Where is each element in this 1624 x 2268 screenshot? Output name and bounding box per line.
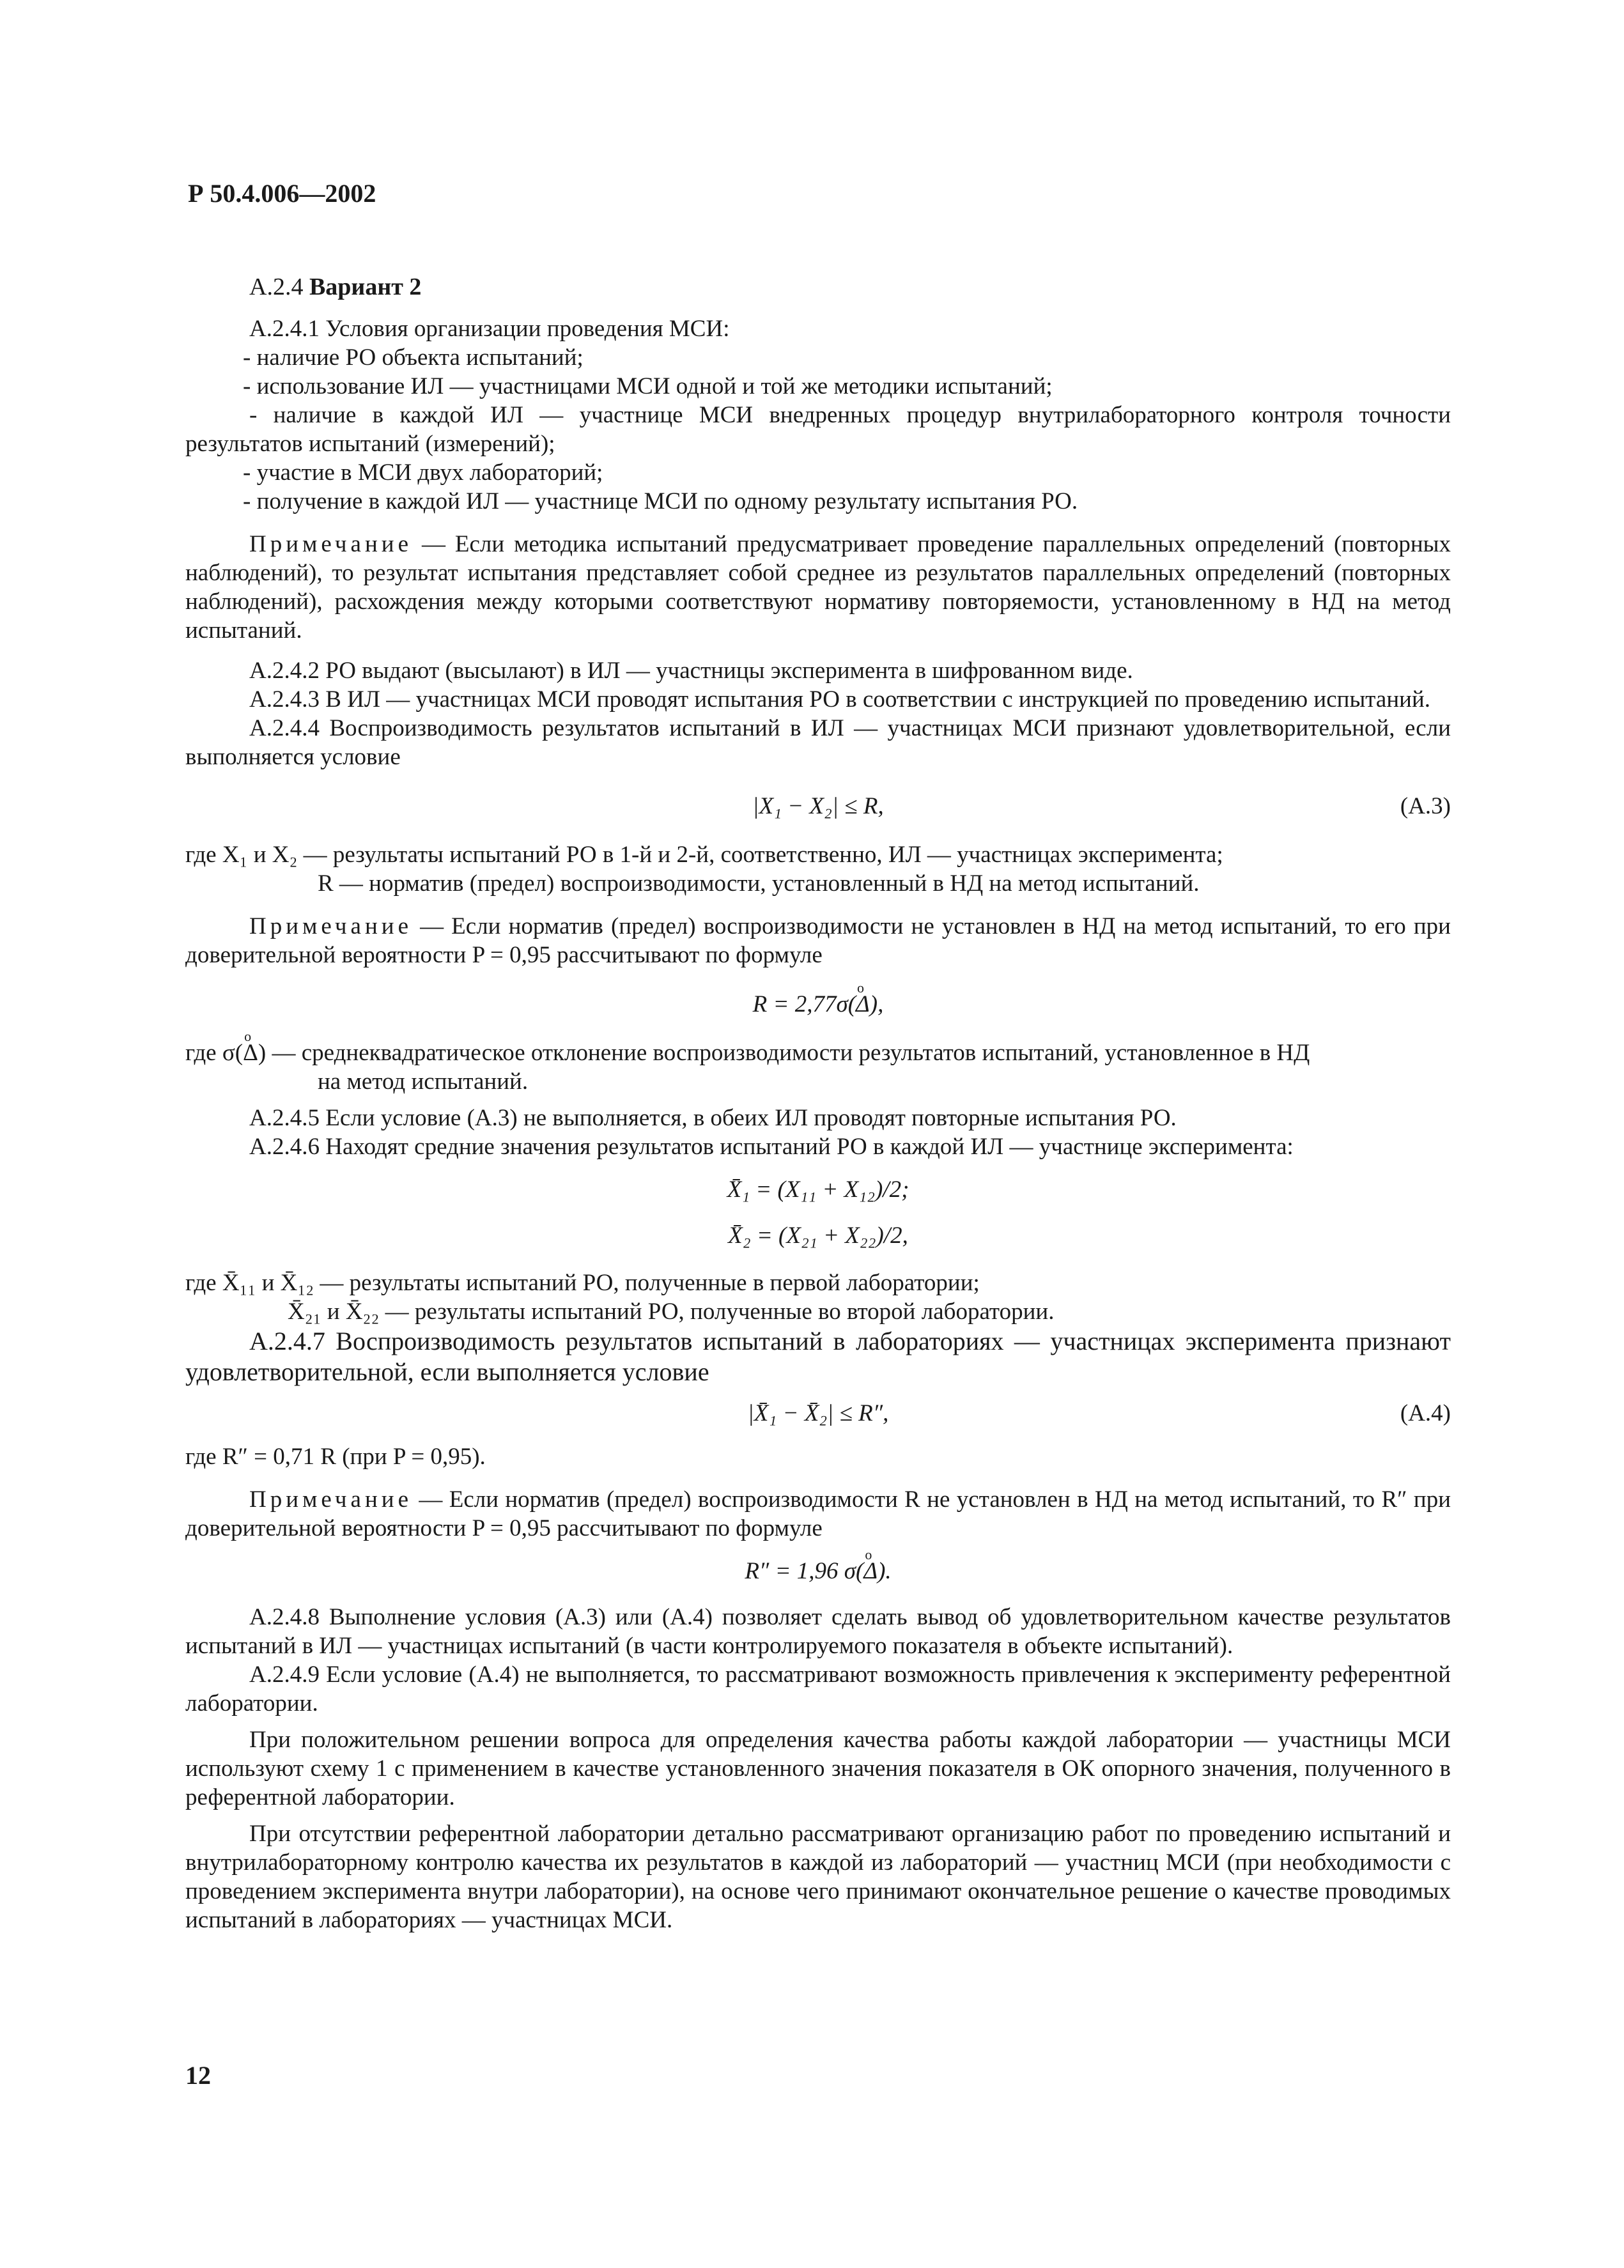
formula-a3-expression: |X₁ − X₂| ≤ R,: [752, 793, 884, 819]
delta-ring: o Δ: [856, 990, 870, 1019]
section-number: А.2.4: [249, 274, 304, 300]
condition-item: - использование ИЛ — участницами МСИ одной и той же методики испытаний;: [243, 373, 1053, 399]
formula-x2: [185, 1219, 1451, 1258]
condition-item: - участие в МСИ двух лабораторий;: [243, 459, 603, 486]
note-label: Примечание: [249, 1486, 412, 1513]
formula-x1-expression: X̄₁ = (X₁₁ + X₁₂)/2;: [727, 1176, 909, 1203]
clause-a246: А.2.4.6 Находят средние значения результатов испытаний РО в каждой ИЛ — участнице эксперимента:: [249, 1134, 1294, 1160]
note-2: [185, 912, 1451, 969]
formula-a3: [185, 789, 1451, 829]
where-x-line2: X̄₂₁ и X̄₂₂ — результаты испытаний РО, полученные во второй лаборатории.: [288, 1299, 1055, 1325]
clause-a248: А.2.4.8 Выполнение условия (А.3) или (А.4) позволяет сделать вывод об удовлетворительном качестве результатов испытаний в ИЛ — участницах испытаний (в части контролируемого показателя в объекте испытаний).: [185, 1604, 1451, 1659]
clause-a249: А.2.4.9 Если условие (А.4) не выполняется, то рассматривают возможность привлечения к эксперименту референтной лаборатории.: [185, 1662, 1451, 1716]
delta-ring: o Δ: [863, 1557, 878, 1585]
delta-ring: o Δ: [243, 1038, 258, 1067]
where-a3-line2: R — норматив (предел) воспроизводимости, установленный в НД на метод испытаний.: [318, 870, 1200, 897]
clause-a247: А.2.4.7 Воспроизводимость результатов испытаний в лабораториях — участницах эксперимента признают удовлетворительной, если выполняется условие: [185, 1327, 1451, 1386]
document-page: [185, 179, 1451, 1934]
formula-a4-number: (А.4): [1400, 1400, 1451, 1426]
paragraph-positive-decision: При положительном решении вопроса для определения качества работы каждой лаборатории — участницы МСИ используют схему 1 с применением в качестве установленного значения показателя в ОК опорного значения, полученного в референтной лаборатории.: [185, 1727, 1451, 1810]
clause-a245: А.2.4.5 Если условие (А.3) не выполняется, в обеих ИЛ проводят повторные испытания РО.: [249, 1105, 1177, 1131]
clause-a243: А.2.4.3 В ИЛ — участницах МСИ проводят испытания РО в соответствии с инструкцией по проведению испытаний.: [249, 686, 1430, 713]
note-text: — Если норматив (предел) воспроизводимости не установлен в НД на метод испытаний, то его при доверительной вероятности P = 0,95 рассчитывают по формуле: [185, 913, 1451, 968]
clause-a241: А.2.4.1 Условия организации проведения МСИ:: [249, 316, 730, 342]
where-sigma-line1: где σ(o Δ) — среднеквадратическое отклонение воспроизводимости результатов испытаний, установленное в НД: [185, 1038, 1451, 1067]
section-heading: [249, 273, 1451, 302]
note-text: — Если норматив (предел) воспроизводимости R не установлен в НД на метод испытаний, то R″ при доверительной вероятности P = 0,95 рассчитывают по формуле: [185, 1486, 1451, 1541]
formula-r2-expression: R″ = 1,96 σ(o Δ).: [185, 1557, 1451, 1585]
condition-item: - получение в каждой ИЛ — участнице МСИ по одному результату испытания РО.: [243, 488, 1078, 514]
formula-x2-expression: X̄₂ = (X₂₁ + X₂₂)/2,: [728, 1223, 908, 1249]
note-label: Примечание: [249, 913, 412, 939]
formula-r1-expression: R = 2,77σ(o Δ),: [185, 990, 1451, 1019]
note-text: — Если методика испытаний предусматривает проведение параллельных определений (повторных наблюдений), то результат испытания представляет собой среднее из результатов параллельных определений (повторных наблюдений), расхождения между которыми соответствуют нормативу повторяемости, установленному в НД на метод испытаний.: [185, 531, 1451, 644]
where-x-line1: где X̄₁₁ и X̄₁₂ — результаты испытаний РО, полученные в первой лаборатории;: [185, 1270, 980, 1296]
note-label: Примечание: [249, 531, 412, 557]
formula-r2: [185, 1554, 1451, 1594]
where-sigma-line2: на метод испытаний.: [318, 1068, 529, 1095]
condition-item: - наличие в каждой ИЛ — участнице МСИ внедренных процедур внутрилабораторного контроля точности результатов испытаний (измерений);: [185, 402, 1451, 457]
formula-a3-number: (А.3): [1400, 793, 1451, 819]
page-number: 12: [185, 2061, 211, 2090]
where-a3-line1: где X₁ и X₂ — результаты испытаний РО в 1-й и 2-й, соответственно, ИЛ — участницах эксперимента;: [185, 842, 1223, 868]
paragraph-no-reference-lab: При отсутствии референтной лаборатории детально рассматривают организацию работ по проведению испытаний и внутрилабораторному контролю качества их результатов в каждой из лабораторий — участниц МСИ (при необходимости с проведением эксперимента внутри лаборатории), на основе чего принимают окончательное решение о качестве проводимых испытаний в лабораториях — участницах МСИ.: [185, 1821, 1451, 1933]
formula-a4: [185, 1396, 1451, 1436]
where-a4: где R″ = 0,71 R (при P = 0,95).: [185, 1444, 486, 1470]
formula-x1: [185, 1173, 1451, 1212]
note-3: [185, 1485, 1451, 1543]
condition-item: - наличие РО объекта испытаний;: [243, 344, 584, 371]
clause-a244: А.2.4.4 Воспроизводимость результатов испытаний в ИЛ — участницах МСИ признают удовлетворительной, если выполняется условие: [185, 715, 1451, 770]
formula-a4-expression: |X̄₁ − X̄₂| ≤ R″,: [747, 1400, 889, 1426]
section-title: Вариант 2: [309, 274, 422, 300]
document-header: Р 50.4.006—2002: [188, 179, 376, 208]
formula-r1: [185, 987, 1451, 1027]
clause-a242: А.2.4.2 РО выдают (высылают) в ИЛ — участницы эксперимента в шифрованном виде.: [249, 658, 1133, 684]
note-1: [185, 530, 1451, 645]
